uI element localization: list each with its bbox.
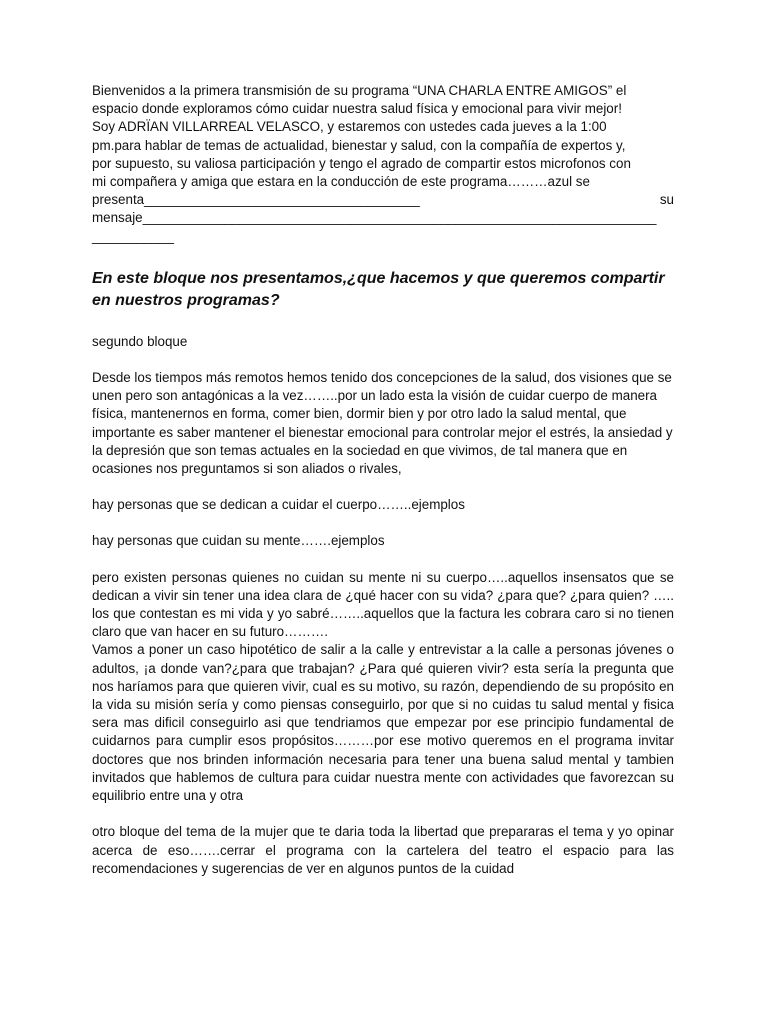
segundo-bloque-label: segundo bloque [92,333,188,349]
section-heading: En este bloque nos presentamos,¿que hacemos y que queremos compartir en nuestros programas? [92,269,665,310]
presenta-su: su [659,192,674,208]
cuerpo-examples-line: hay personas que se dedican a cuidar el cuerpo……..ejemplos [92,497,465,513]
mente-examples-line: hay personas que cuidan su mente…….ejemplos [92,533,385,549]
intro-line-5: por supuesto, su valiosa participación y tengo el agrado de compartir estos microfonos con [92,155,631,171]
intro-line-3: Soy ADRÏAN VILLARREAL VELASCO, y estaremos con ustedes cada jueves a la 1:00 [92,119,607,135]
pero-paragraph: pero existen personas quienes no cuidan su mente ni su cuerpo…..aquellos insensatos que se dedican a vivir sin tener una idea clara de ¿qué hacer con su vida? ¿para que? ¿para quien? ….. los que contestan es mi vida y yo sabré……..aquellos que la factura les cobrara caro si no tienen claro que van hacer en su futuro………. [92,569,674,640]
mensaje-line [92,209,674,227]
otro-bloque-paragraph: otro bloque del tema de la mujer que te daria toda la libertad que prepararas el tema y yo opinar acerca de eso…….cerrar el programa con la cartelera del teatro el espacio para las recomendaciones y sugerencias de ver en algunos puntos de la cuidad [92,824,674,876]
presenta-line [92,191,674,209]
trailing-blank-line: ___________ [92,228,174,244]
desde-paragraph: Desde los tiempos más remotos hemos tenido dos concepciones de la salud, dos visiones que se unen pero son antagónicas a la vez……..por un lado esta la visión de cuidar cuerpo de manera física, mantenernos en forma, comer bien, dormir bien y por otro lado la salud mental, que importante es saber mantener el bienestar emocional para controlar mejor el estrés, la ansiedad y la depresión que son temas actuales en la sociedad en que vivimos, de tal manera que en ocasiones nos preguntamos si son aliados o rivales, [92,370,673,477]
intro-line-6: mi compañera y amiga que estara en la conducción de este programa………azul se [92,174,590,190]
intro-paragraph [92,82,674,246]
intro-line-2: espacio donde exploramos cómo cuidar nuestra salud física y emocional para vivir mejor! [92,101,622,117]
intro-line-1: Bienvenidos a la primera transmisión de su programa “UNA CHARLA ENTRE AMIGOS” el [92,83,627,98]
mensaje-blank: mensaje_____________________________________________________________________ [92,210,657,226]
intro-line-4: pm.para hablar de temas de actualidad, bienestar y salud, con la compañía de expertos y, [92,137,626,153]
vamos-paragraph: Vamos a poner un caso hipotético de salir a la calle y entrevistar a la calle a personas jóvenes o adultos, ¡a donde van?¿para que trabajan? ¿Para qué quieren vivir? esta sería la pregunta que nos haríamos para que quieren vivir, cual es su motivo, su razón, dependiendo de su propósito en la vida su misión sería y como piensas conseguirlo, por que si no cuidas tu salud mental y fisica sera mas dificil conseguirlo asi que tendriamos que empezar por ese principio fundamental de cuidarnos para cumplir esos propósitos………por ese motivo queremos en el programa invitar doctores que nos brinden información necesaria para tener una buena salud mental y tambien invitados que hablemos de cultura para cuidar nuestra mente con actividades que favorezcan su equilibrio entre una y otra [92,642,674,804]
document-page [92,82,674,878]
presenta-blank: presenta_____________________________________ [92,192,420,208]
